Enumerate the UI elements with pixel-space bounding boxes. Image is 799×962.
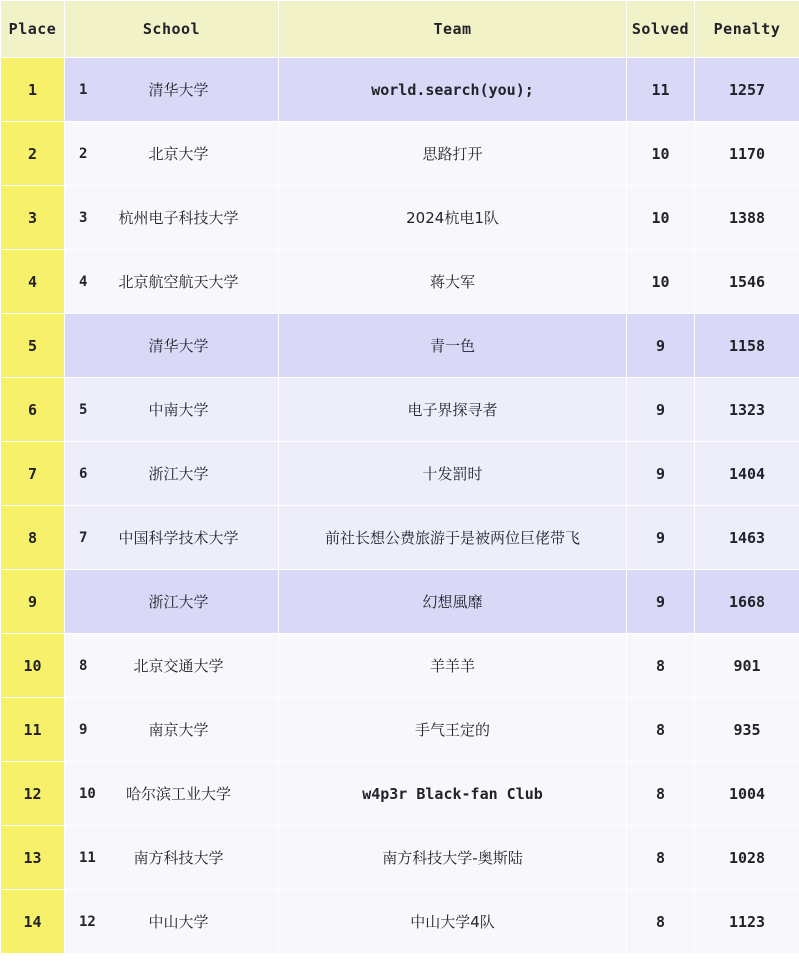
cell-place: 4 bbox=[1, 250, 65, 314]
cell-solved: 9 bbox=[627, 378, 695, 442]
table-row bbox=[1, 122, 799, 186]
school-rank: 9 bbox=[79, 721, 88, 738]
school-name: 北京航空航天大学 bbox=[118, 273, 239, 291]
school-rank: 7 bbox=[79, 529, 88, 546]
cell-team: 幻想風靡 bbox=[279, 570, 627, 634]
school-name: 浙江大学 bbox=[148, 465, 209, 483]
cell-school bbox=[65, 250, 279, 314]
cell-school bbox=[65, 442, 279, 506]
school-rank: 5 bbox=[79, 401, 88, 418]
cell-solved: 8 bbox=[627, 634, 695, 698]
cell-team: 前社长想公费旅游于是被两位巨佬带飞 bbox=[279, 506, 627, 570]
cell-solved: 8 bbox=[627, 698, 695, 762]
cell-school bbox=[65, 762, 279, 826]
cell-school bbox=[65, 378, 279, 442]
cell-solved: 8 bbox=[627, 826, 695, 890]
cell-team: 南方科技大学-奥斯陆 bbox=[279, 826, 627, 890]
table-row bbox=[1, 250, 799, 314]
header-row bbox=[1, 1, 799, 58]
column-header-place: Place bbox=[1, 1, 65, 58]
table-row bbox=[1, 314, 799, 378]
cell-place: 8 bbox=[1, 506, 65, 570]
cell-penalty: 1323 bbox=[695, 378, 799, 442]
school-name: 北京大学 bbox=[148, 145, 209, 163]
cell-solved: 10 bbox=[627, 122, 695, 186]
cell-solved: 10 bbox=[627, 186, 695, 250]
cell-place: 7 bbox=[1, 442, 65, 506]
cell-team: 手气王定的 bbox=[279, 698, 627, 762]
cell-penalty: 1388 bbox=[695, 186, 799, 250]
cell-school bbox=[65, 890, 279, 954]
cell-penalty: 1404 bbox=[695, 442, 799, 506]
school-rank: 4 bbox=[79, 273, 88, 290]
cell-team: w4p3r Black-fan Club bbox=[279, 762, 627, 826]
table-row bbox=[1, 890, 799, 954]
cell-place: 10 bbox=[1, 634, 65, 698]
table-row bbox=[1, 826, 799, 890]
cell-place: 6 bbox=[1, 378, 65, 442]
column-header-solved: Solved bbox=[627, 1, 695, 58]
cell-place: 9 bbox=[1, 570, 65, 634]
cell-team: 中山大学4队 bbox=[279, 890, 627, 954]
cell-school bbox=[65, 186, 279, 250]
table-row bbox=[1, 506, 799, 570]
table-row bbox=[1, 634, 799, 698]
cell-penalty: 1463 bbox=[695, 506, 799, 570]
school-name: 哈尔滨工业大学 bbox=[125, 785, 231, 803]
cell-penalty: 901 bbox=[695, 634, 799, 698]
school-rank: 11 bbox=[79, 849, 96, 866]
school-name: 中山大学 bbox=[148, 913, 209, 931]
column-header-school: School bbox=[65, 1, 279, 58]
cell-solved: 9 bbox=[627, 314, 695, 378]
school-rank: 1 bbox=[79, 81, 88, 98]
cell-solved: 9 bbox=[627, 506, 695, 570]
table-row bbox=[1, 698, 799, 762]
school-name: 南京大学 bbox=[148, 721, 209, 739]
cell-place: 13 bbox=[1, 826, 65, 890]
cell-team: 2024杭电1队 bbox=[279, 186, 627, 250]
cell-team: 十发罰时 bbox=[279, 442, 627, 506]
school-name: 南方科技大学 bbox=[133, 849, 224, 867]
cell-team: 青一色 bbox=[279, 314, 627, 378]
cell-place: 3 bbox=[1, 186, 65, 250]
cell-penalty: 1668 bbox=[695, 570, 799, 634]
cell-school bbox=[65, 506, 279, 570]
school-rank: 2 bbox=[79, 145, 88, 162]
cell-penalty: 1546 bbox=[695, 250, 799, 314]
cell-school bbox=[65, 698, 279, 762]
cell-penalty: 1028 bbox=[695, 826, 799, 890]
cell-team: 思路打开 bbox=[279, 122, 627, 186]
cell-place: 2 bbox=[1, 122, 65, 186]
school-rank: 3 bbox=[79, 209, 88, 226]
cell-solved: 9 bbox=[627, 442, 695, 506]
school-name: 杭州电子科技大学 bbox=[118, 209, 239, 227]
cell-solved: 10 bbox=[627, 250, 695, 314]
cell-place: 14 bbox=[1, 890, 65, 954]
table-row bbox=[1, 442, 799, 506]
cell-solved: 11 bbox=[627, 58, 695, 122]
cell-penalty: 1004 bbox=[695, 762, 799, 826]
cell-solved: 8 bbox=[627, 890, 695, 954]
cell-team: 蒋大军 bbox=[279, 250, 627, 314]
cell-solved: 9 bbox=[627, 570, 695, 634]
cell-team: 羊羊羊 bbox=[279, 634, 627, 698]
cell-school bbox=[65, 314, 279, 378]
cell-team: world.search(you); bbox=[279, 58, 627, 122]
school-rank: 10 bbox=[79, 785, 96, 802]
cell-school bbox=[65, 122, 279, 186]
school-rank: 12 bbox=[79, 913, 96, 930]
table-header bbox=[1, 1, 799, 58]
school-name: 北京交通大学 bbox=[133, 657, 224, 675]
table-row bbox=[1, 186, 799, 250]
school-name: 中国科学技术大学 bbox=[118, 529, 239, 547]
cell-solved: 8 bbox=[627, 762, 695, 826]
cell-place: 11 bbox=[1, 698, 65, 762]
school-name: 清华大学 bbox=[148, 81, 209, 99]
cell-penalty: 1158 bbox=[695, 314, 799, 378]
cell-penalty: 1170 bbox=[695, 122, 799, 186]
cell-place: 12 bbox=[1, 762, 65, 826]
school-rank: 8 bbox=[79, 657, 88, 674]
column-header-penalty: Penalty bbox=[695, 1, 799, 58]
column-header-team: Team bbox=[279, 1, 627, 58]
table-row bbox=[1, 570, 799, 634]
cell-school bbox=[65, 634, 279, 698]
cell-penalty: 935 bbox=[695, 698, 799, 762]
cell-school bbox=[65, 58, 279, 122]
school-name: 清华大学 bbox=[148, 337, 209, 355]
school-rank: 6 bbox=[79, 465, 88, 482]
cell-penalty: 1123 bbox=[695, 890, 799, 954]
cell-place: 5 bbox=[1, 314, 65, 378]
table-row bbox=[1, 58, 799, 122]
school-name: 中南大学 bbox=[148, 401, 209, 419]
cell-school bbox=[65, 826, 279, 890]
table-row bbox=[1, 762, 799, 826]
cell-place: 1 bbox=[1, 58, 65, 122]
cell-penalty: 1257 bbox=[695, 58, 799, 122]
table-row bbox=[1, 378, 799, 442]
cell-team: 电子界探寻者 bbox=[279, 378, 627, 442]
school-name: 浙江大学 bbox=[148, 593, 209, 611]
table-body bbox=[1, 58, 799, 954]
cell-school bbox=[65, 570, 279, 634]
